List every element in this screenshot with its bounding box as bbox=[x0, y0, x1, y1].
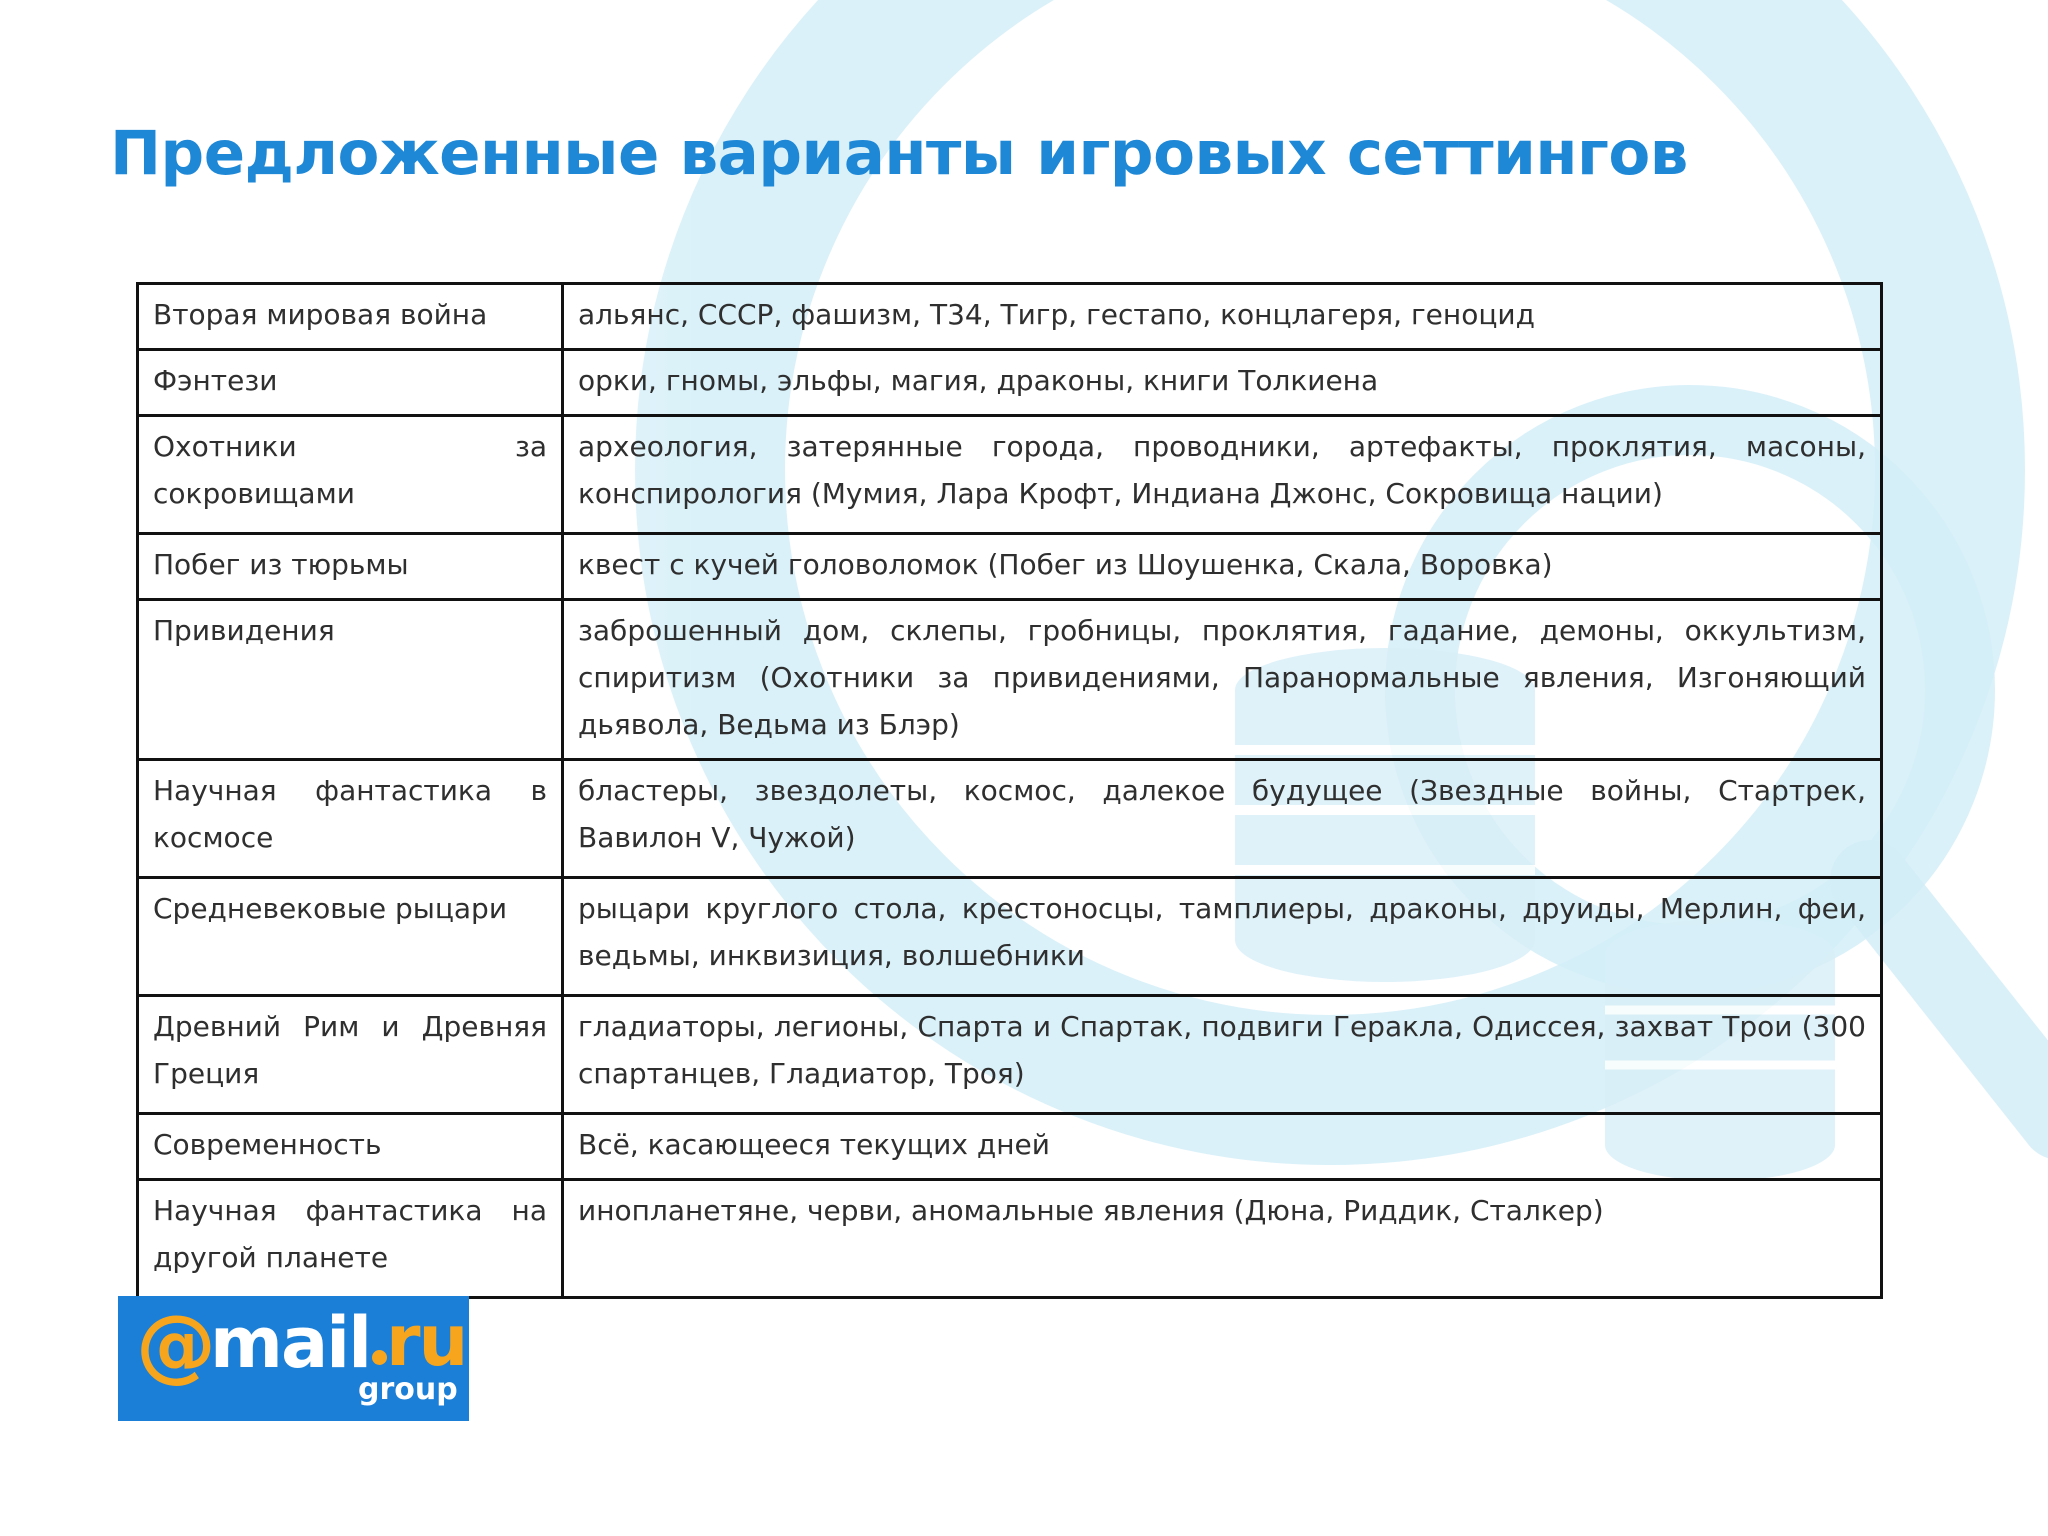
setting-name-cell: Научная фантастика на другой планете bbox=[138, 1180, 563, 1298]
setting-description-cell: инопланетяне, черви, аномальные явления (Дюна, Риддик, Сталкер) bbox=[563, 1180, 1882, 1298]
setting-name-cell: Научная фантастика в космосе bbox=[138, 760, 563, 878]
table-row bbox=[138, 600, 1882, 760]
setting-name-cell: Средневековые рыцари bbox=[138, 878, 563, 996]
setting-description-cell: гладиаторы, легионы, Спарта и Спартак, подвиги Геракла, Одиссея, захват Трои (300 спартанцев, Гладиатор, Троя) bbox=[563, 996, 1882, 1114]
table-row bbox=[138, 878, 1882, 996]
logo-at-sign: @ bbox=[136, 1298, 216, 1391]
table-row bbox=[138, 760, 1882, 878]
table-row bbox=[138, 1180, 1882, 1298]
table-row bbox=[138, 284, 1882, 350]
table-row bbox=[138, 350, 1882, 416]
slide-title: Предложенные варианты игровых сеттингов bbox=[110, 118, 1688, 189]
setting-name-cell: Современность bbox=[138, 1114, 563, 1180]
logo-dot bbox=[372, 1350, 387, 1365]
setting-name-cell: Древний Рим и Древняя Греция bbox=[138, 996, 563, 1114]
table-row bbox=[138, 1114, 1882, 1180]
mailru-group-logo bbox=[118, 1296, 469, 1421]
setting-description-cell: квест с кучей головоломок (Побег из Шоушенка, Скала, Воровка) bbox=[563, 534, 1882, 600]
setting-description-cell: бластеры, звездолеты, космос, далекое будущее (Звездные войны, Стартрек, Вавилон V, Чужой) bbox=[563, 760, 1882, 878]
setting-description-cell: рыцари круглого стола, крестоносцы, тамплиеры, драконы, друиды, Мерлин, феи, ведьмы, инквизиция, волшебники bbox=[563, 878, 1882, 996]
logo-group-text: group bbox=[358, 1372, 458, 1407]
setting-name-cell: Охотники за сокровищами bbox=[138, 416, 563, 534]
setting-name-cell: Фэнтези bbox=[138, 350, 563, 416]
setting-name-cell: Привидения bbox=[138, 600, 563, 760]
setting-description-cell: орки, гномы, эльфы, магия, драконы, книги Толкиена bbox=[563, 350, 1882, 416]
table-row bbox=[138, 416, 1882, 534]
logo-ru-text: ru bbox=[386, 1300, 467, 1382]
setting-description-cell: альянс, СССР, фашизм, Т34, Тигр, гестапо, концлагеря, геноцид bbox=[563, 284, 1882, 350]
setting-description-cell: Всё, касающееся текущих дней bbox=[563, 1114, 1882, 1180]
logo-mail-text: mail bbox=[210, 1302, 371, 1384]
setting-name-cell: Вторая мировая война bbox=[138, 284, 563, 350]
table-row bbox=[138, 996, 1882, 1114]
setting-description-cell: заброшенный дом, склепы, гробницы, проклятия, гадание, демоны, оккультизм, спиритизм (Охотники за привидениями, Паранормальные явления, Изгоняющий дьявола, Ведьма из Блэр) bbox=[563, 600, 1882, 760]
setting-description-cell: археология, затерянные города, проводники, артефакты, проклятия, масоны, конспирология (Мумия, Лара Крофт, Индиана Джонс, Сокровища нации) bbox=[563, 416, 1882, 534]
settings-table bbox=[136, 282, 1883, 1299]
setting-name-cell: Побег из тюрьмы bbox=[138, 534, 563, 600]
table-row bbox=[138, 534, 1882, 600]
